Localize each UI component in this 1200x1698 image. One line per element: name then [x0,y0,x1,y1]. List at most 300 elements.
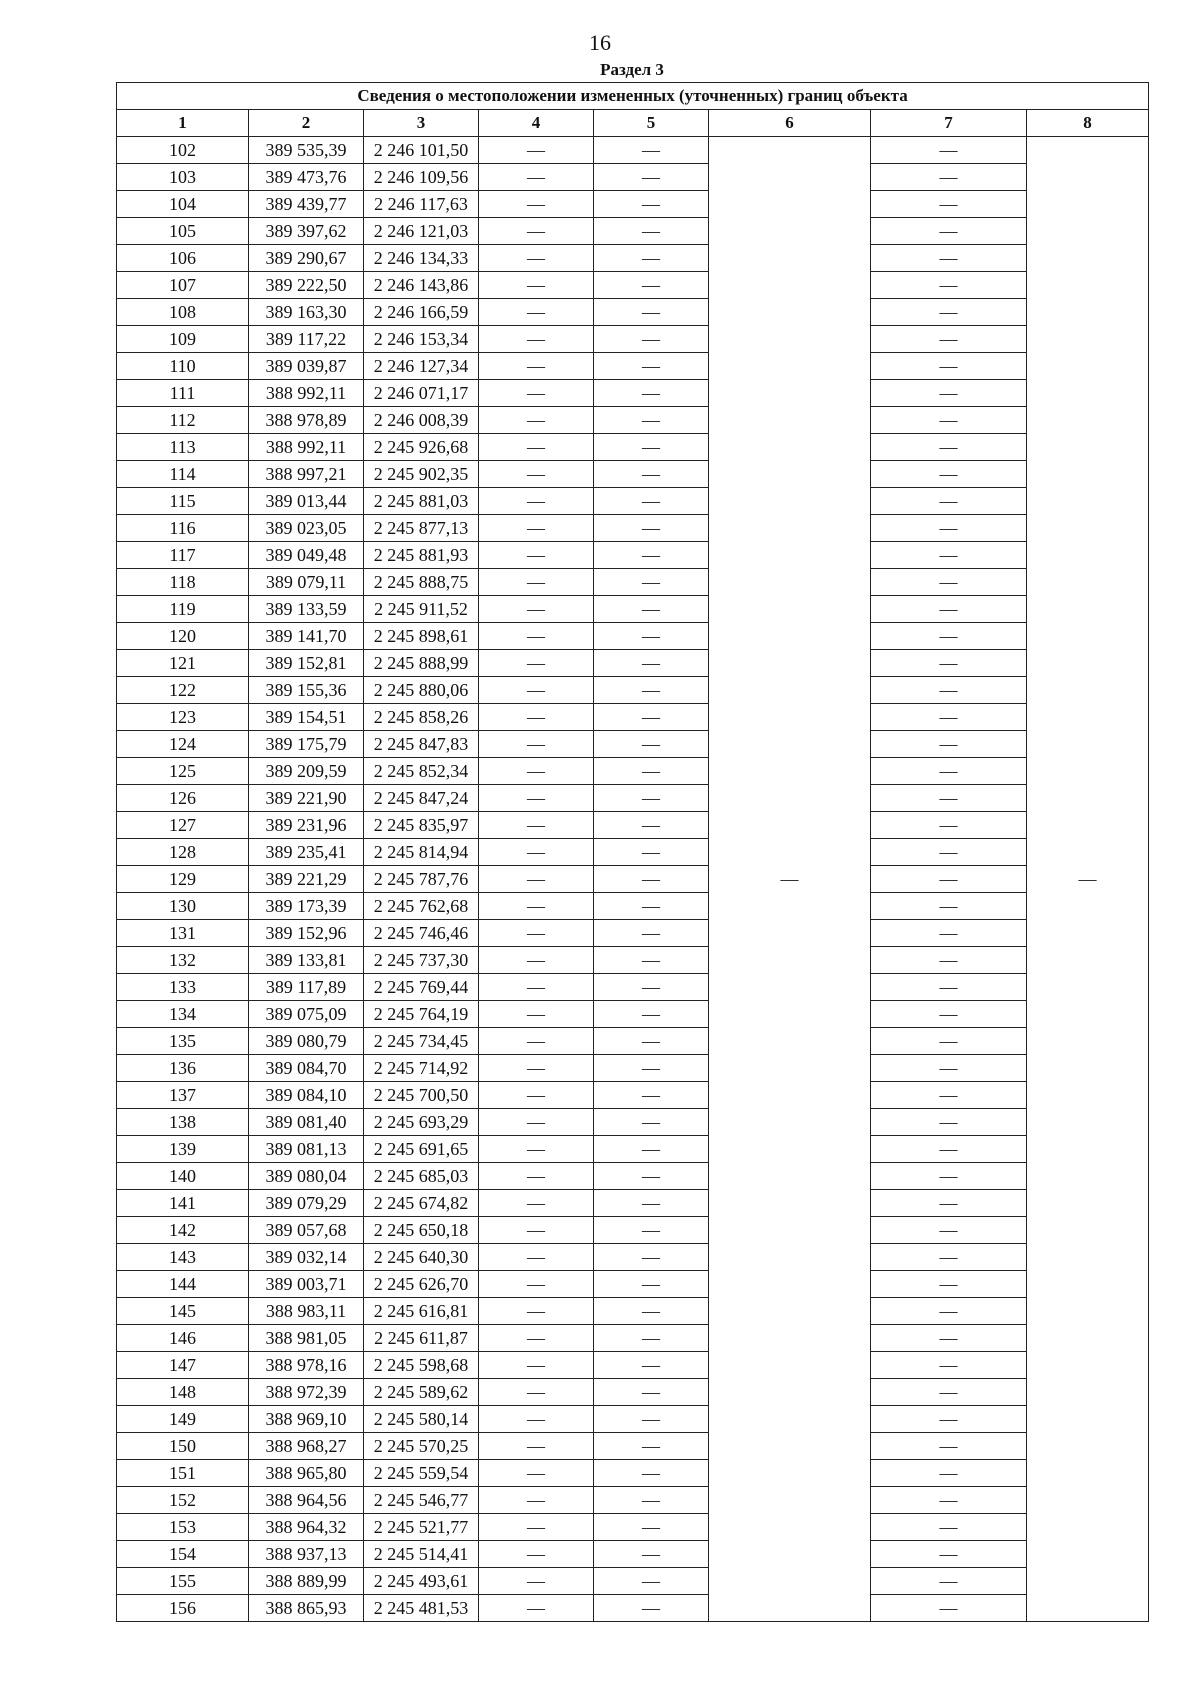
col4-dash-cell: — [479,407,594,434]
table-row [117,164,1149,191]
col4-dash-cell: — [479,245,594,272]
col7-dash-cell: — [871,1325,1027,1352]
table-row [117,839,1149,866]
x-coordinate-cell: 389 473,76 [249,164,364,191]
col5-dash-cell: — [594,1244,709,1271]
x-coordinate-cell: 388 972,39 [249,1379,364,1406]
point-number-cell: 124 [117,731,249,758]
col4-dash-cell: — [479,1109,594,1136]
col4-dash-cell: — [479,353,594,380]
x-coordinate-cell: 389 133,81 [249,947,364,974]
col7-dash-cell: — [871,1190,1027,1217]
y-coordinate-cell: 2 245 734,45 [364,1028,479,1055]
col7-dash-cell: — [871,1379,1027,1406]
y-coordinate-cell: 2 245 835,97 [364,812,479,839]
point-number-cell: 105 [117,218,249,245]
col4-dash-cell: — [479,1514,594,1541]
x-coordinate-cell: 389 173,39 [249,893,364,920]
y-coordinate-cell: 2 245 693,29 [364,1109,479,1136]
table-row [117,461,1149,488]
table-row [117,407,1149,434]
y-coordinate-cell: 2 245 764,19 [364,1001,479,1028]
x-coordinate-cell: 389 231,96 [249,812,364,839]
col7-dash-cell: — [871,137,1027,164]
col5-dash-cell: — [594,1028,709,1055]
col4-dash-cell: — [479,1595,594,1622]
col4-dash-cell: — [479,1568,594,1595]
point-number-cell: 153 [117,1514,249,1541]
x-coordinate-cell: 389 221,29 [249,866,364,893]
col5-dash-cell: — [594,1082,709,1109]
y-coordinate-cell: 2 245 626,70 [364,1271,479,1298]
y-coordinate-cell: 2 246 134,33 [364,245,479,272]
point-number-cell: 121 [117,650,249,677]
col4-dash-cell: — [479,1352,594,1379]
table-row [117,1406,1149,1433]
y-coordinate-cell: 2 246 153,34 [364,326,479,353]
col4-dash-cell: — [479,1055,594,1082]
y-coordinate-cell: 2 245 762,68 [364,893,479,920]
table-row [117,731,1149,758]
x-coordinate-cell: 389 133,59 [249,596,364,623]
table-row [117,677,1149,704]
point-number-cell: 102 [117,137,249,164]
col4-dash-cell: — [479,677,594,704]
col5-dash-cell: — [594,1109,709,1136]
col4-dash-cell: — [479,650,594,677]
col4-dash-cell: — [479,272,594,299]
x-coordinate-cell: 389 039,87 [249,353,364,380]
y-coordinate-cell: 2 245 898,61 [364,623,479,650]
point-number-cell: 110 [117,353,249,380]
y-coordinate-cell: 2 245 611,87 [364,1325,479,1352]
table-row [117,1217,1149,1244]
x-coordinate-cell: 388 983,11 [249,1298,364,1325]
col5-dash-cell: — [594,704,709,731]
x-coordinate-cell: 389 032,14 [249,1244,364,1271]
y-coordinate-cell: 2 246 127,34 [364,353,479,380]
col4-dash-cell: — [479,164,594,191]
col4-dash-cell: — [479,920,594,947]
point-number-cell: 150 [117,1433,249,1460]
x-coordinate-cell: 389 155,36 [249,677,364,704]
table-row [117,1190,1149,1217]
col5-dash-cell: — [594,1568,709,1595]
y-coordinate-cell: 2 245 589,62 [364,1379,479,1406]
point-number-cell: 106 [117,245,249,272]
col7-dash-cell: — [871,1568,1027,1595]
col5-dash-cell: — [594,1001,709,1028]
col7-dash-cell: — [871,812,1027,839]
point-number-cell: 112 [117,407,249,434]
col7-dash-cell: — [871,1352,1027,1379]
col4-dash-cell: — [479,542,594,569]
y-coordinate-cell: 2 245 559,54 [364,1460,479,1487]
x-coordinate-cell: 389 235,41 [249,839,364,866]
col7-dash-cell: — [871,650,1027,677]
x-coordinate-cell: 388 968,27 [249,1433,364,1460]
col4-dash-cell: — [479,1433,594,1460]
col5-dash-cell: — [594,1595,709,1622]
table-row [117,272,1149,299]
table-row [117,623,1149,650]
col7-dash-cell: — [871,704,1027,731]
table-row [117,1298,1149,1325]
col5-dash-cell: — [594,299,709,326]
point-number-cell: 116 [117,515,249,542]
y-coordinate-cell: 2 245 714,92 [364,1055,479,1082]
col5-dash-cell: — [594,623,709,650]
col5-dash-cell: — [594,1352,709,1379]
y-coordinate-cell: 2 246 121,03 [364,218,479,245]
col4-dash-cell: — [479,137,594,164]
table-row [117,1028,1149,1055]
table-row [117,1109,1149,1136]
point-number-cell: 138 [117,1109,249,1136]
table-row [117,812,1149,839]
col5-dash-cell: — [594,218,709,245]
col7-dash-cell: — [871,1541,1027,1568]
col7-dash-cell: — [871,1406,1027,1433]
x-coordinate-cell: 389 117,22 [249,326,364,353]
point-number-cell: 127 [117,812,249,839]
column-header: 7 [871,110,1027,137]
point-number-cell: 122 [117,677,249,704]
col7-dash-cell: — [871,1028,1027,1055]
table-body [117,137,1149,1622]
col7-dash-cell: — [871,542,1027,569]
table-row [117,866,1149,893]
col7-dash-cell: — [871,1136,1027,1163]
col7-dash-cell: — [871,407,1027,434]
y-coordinate-cell: 2 245 880,06 [364,677,479,704]
point-number-cell: 141 [117,1190,249,1217]
col7-dash-cell: — [871,677,1027,704]
y-coordinate-cell: 2 245 814,94 [364,839,479,866]
col5-dash-cell: — [594,434,709,461]
col4-dash-cell: — [479,1217,594,1244]
col5-dash-cell: — [594,164,709,191]
column-header: 1 [117,110,249,137]
y-coordinate-cell: 2 245 691,65 [364,1136,479,1163]
col4-dash-cell: — [479,1379,594,1406]
col7-dash-cell: — [871,1055,1027,1082]
column-header: 3 [364,110,479,137]
boundary-coordinates-table [116,82,1149,1622]
point-number-cell: 119 [117,596,249,623]
column-header-row [117,110,1149,137]
table-row [117,947,1149,974]
col7-dash-cell: — [871,488,1027,515]
col4-dash-cell: — [479,947,594,974]
y-coordinate-cell: 2 245 858,26 [364,704,479,731]
col4-dash-cell: — [479,758,594,785]
y-coordinate-cell: 2 245 911,52 [364,596,479,623]
col4-dash-cell: — [479,1136,594,1163]
x-coordinate-cell: 389 080,04 [249,1163,364,1190]
col5-dash-cell: — [594,542,709,569]
table-row [117,1433,1149,1460]
table-row [117,1055,1149,1082]
col7-dash-cell: — [871,191,1027,218]
y-coordinate-cell: 2 245 700,50 [364,1082,479,1109]
point-number-cell: 126 [117,785,249,812]
point-number-cell: 118 [117,569,249,596]
table-row [117,758,1149,785]
table-row [117,650,1149,677]
col4-dash-cell: — [479,839,594,866]
col5-dash-cell: — [594,1190,709,1217]
point-number-cell: 108 [117,299,249,326]
col4-dash-cell: — [479,191,594,218]
col7-dash-cell: — [871,785,1027,812]
x-coordinate-cell: 388 978,16 [249,1352,364,1379]
col7-dash-cell: — [871,839,1027,866]
point-number-cell: 107 [117,272,249,299]
y-coordinate-cell: 2 245 769,44 [364,974,479,1001]
table-row [117,353,1149,380]
col5-dash-cell: — [594,1487,709,1514]
col4-dash-cell: — [479,299,594,326]
table-row [117,974,1149,1001]
col5-dash-cell: — [594,407,709,434]
y-coordinate-cell: 2 246 117,63 [364,191,479,218]
x-coordinate-cell: 388 981,05 [249,1325,364,1352]
point-number-cell: 155 [117,1568,249,1595]
y-coordinate-cell: 2 245 570,25 [364,1433,479,1460]
x-coordinate-cell: 388 889,99 [249,1568,364,1595]
table-row [117,1568,1149,1595]
col4-dash-cell: — [479,623,594,650]
col7-dash-cell: — [871,920,1027,947]
x-coordinate-cell: 388 997,21 [249,461,364,488]
table-row [117,1082,1149,1109]
col4-dash-cell: — [479,1001,594,1028]
table-row [117,1244,1149,1271]
y-coordinate-cell: 2 245 640,30 [364,1244,479,1271]
point-number-cell: 128 [117,839,249,866]
y-coordinate-cell: 2 245 481,53 [364,1595,479,1622]
y-coordinate-cell: 2 245 685,03 [364,1163,479,1190]
y-coordinate-cell: 2 245 902,35 [364,461,479,488]
col5-dash-cell: — [594,1271,709,1298]
x-coordinate-cell: 389 222,50 [249,272,364,299]
col7-dash-cell: — [871,218,1027,245]
table-row [117,1271,1149,1298]
x-coordinate-cell: 389 221,90 [249,785,364,812]
x-coordinate-cell: 388 937,13 [249,1541,364,1568]
point-number-cell: 109 [117,326,249,353]
x-coordinate-cell: 388 865,93 [249,1595,364,1622]
col7-dash-cell: — [871,866,1027,893]
table-row [117,191,1149,218]
col7-dash-cell: — [871,299,1027,326]
y-coordinate-cell: 2 245 514,41 [364,1541,479,1568]
col5-dash-cell: — [594,1460,709,1487]
column-header: 2 [249,110,364,137]
col7-dash-cell: — [871,731,1027,758]
col7-dash-cell: — [871,353,1027,380]
table-row [117,1595,1149,1622]
col4-dash-cell: — [479,569,594,596]
x-coordinate-cell: 389 057,68 [249,1217,364,1244]
col4-dash-cell: — [479,731,594,758]
col4-dash-cell: — [479,434,594,461]
col5-dash-cell: — [594,326,709,353]
col4-dash-cell: — [479,1325,594,1352]
table-row [117,299,1149,326]
table-row [117,245,1149,272]
table-row [117,218,1149,245]
col4-dash-cell: — [479,461,594,488]
y-coordinate-cell: 2 245 493,61 [364,1568,479,1595]
table-row [117,488,1149,515]
col5-dash-cell: — [594,137,709,164]
point-number-cell: 131 [117,920,249,947]
col5-dash-cell: — [594,272,709,299]
point-number-cell: 142 [117,1217,249,1244]
col7-dash-cell: — [871,164,1027,191]
col7-dash-cell: — [871,1298,1027,1325]
col5-dash-cell: — [594,839,709,866]
table-row [117,1352,1149,1379]
y-coordinate-cell: 2 245 650,18 [364,1217,479,1244]
point-number-cell: 114 [117,461,249,488]
table-row [117,596,1149,623]
col5-dash-cell: — [594,731,709,758]
x-coordinate-cell: 389 079,11 [249,569,364,596]
col5-dash-cell: — [594,947,709,974]
col7-dash-cell: — [871,1244,1027,1271]
col6-merged-cell: — [709,137,871,1622]
col4-dash-cell: — [479,812,594,839]
x-coordinate-cell: 389 081,13 [249,1136,364,1163]
col7-dash-cell: — [871,947,1027,974]
table-row [117,1136,1149,1163]
table-row [117,326,1149,353]
point-number-cell: 148 [117,1379,249,1406]
col7-dash-cell: — [871,434,1027,461]
x-coordinate-cell: 389 152,96 [249,920,364,947]
col7-dash-cell: — [871,1460,1027,1487]
col4-dash-cell: — [479,974,594,1001]
col7-dash-cell: — [871,596,1027,623]
y-coordinate-cell: 2 245 852,34 [364,758,479,785]
y-coordinate-cell: 2 245 877,13 [364,515,479,542]
table-row [117,1163,1149,1190]
point-number-cell: 117 [117,542,249,569]
col7-dash-cell: — [871,758,1027,785]
col7-dash-cell: — [871,1217,1027,1244]
col4-dash-cell: — [479,785,594,812]
table-row [117,1514,1149,1541]
table-row [117,1001,1149,1028]
col7-dash-cell: — [871,569,1027,596]
y-coordinate-cell: 2 245 881,93 [364,542,479,569]
x-coordinate-cell: 388 992,11 [249,434,364,461]
x-coordinate-cell: 389 003,71 [249,1271,364,1298]
table-row [117,1487,1149,1514]
x-coordinate-cell: 389 079,29 [249,1190,364,1217]
col7-dash-cell: — [871,1433,1027,1460]
col7-dash-cell: — [871,893,1027,920]
table-row [117,1379,1149,1406]
col5-dash-cell: — [594,650,709,677]
col5-dash-cell: — [594,1055,709,1082]
y-coordinate-cell: 2 246 101,50 [364,137,479,164]
point-number-cell: 156 [117,1595,249,1622]
x-coordinate-cell: 389 535,39 [249,137,364,164]
col4-dash-cell: — [479,488,594,515]
x-coordinate-cell: 389 084,10 [249,1082,364,1109]
column-header: 4 [479,110,594,137]
x-coordinate-cell: 388 964,56 [249,1487,364,1514]
point-number-cell: 151 [117,1460,249,1487]
x-coordinate-cell: 388 964,32 [249,1514,364,1541]
col7-dash-cell: — [871,1595,1027,1622]
col7-dash-cell: — [871,326,1027,353]
x-coordinate-cell: 389 075,09 [249,1001,364,1028]
col5-dash-cell: — [594,812,709,839]
x-coordinate-cell: 389 152,81 [249,650,364,677]
col5-dash-cell: — [594,461,709,488]
col4-dash-cell: — [479,515,594,542]
col5-dash-cell: — [594,1136,709,1163]
col7-dash-cell: — [871,1271,1027,1298]
col5-dash-cell: — [594,191,709,218]
x-coordinate-cell: 388 992,11 [249,380,364,407]
point-number-cell: 130 [117,893,249,920]
col5-dash-cell: — [594,596,709,623]
col5-dash-cell: — [594,1217,709,1244]
x-coordinate-cell: 389 081,40 [249,1109,364,1136]
col4-dash-cell: — [479,1406,594,1433]
y-coordinate-cell: 2 245 847,83 [364,731,479,758]
col4-dash-cell: — [479,1163,594,1190]
col5-dash-cell: — [594,515,709,542]
col4-dash-cell: — [479,1271,594,1298]
column-header: 8 [1027,110,1149,137]
table-row [117,137,1149,164]
y-coordinate-cell: 2 246 109,56 [364,164,479,191]
point-number-cell: 120 [117,623,249,650]
x-coordinate-cell: 388 965,80 [249,1460,364,1487]
point-number-cell: 154 [117,1541,249,1568]
y-coordinate-cell: 2 246 071,17 [364,380,479,407]
col7-dash-cell: — [871,974,1027,1001]
point-number-cell: 132 [117,947,249,974]
col7-dash-cell: — [871,1487,1027,1514]
table-row [117,704,1149,731]
x-coordinate-cell: 389 290,67 [249,245,364,272]
y-coordinate-cell: 2 245 616,81 [364,1298,479,1325]
y-coordinate-cell: 2 245 521,77 [364,1514,479,1541]
col7-dash-cell: — [871,1163,1027,1190]
page-number: 16 [589,30,611,55]
x-coordinate-cell: 389 023,05 [249,515,364,542]
col7-dash-cell: — [871,623,1027,650]
point-number-cell: 149 [117,1406,249,1433]
x-coordinate-cell: 389 154,51 [249,704,364,731]
point-number-cell: 123 [117,704,249,731]
table-row [117,1460,1149,1487]
col4-dash-cell: — [479,893,594,920]
col7-dash-cell: — [871,380,1027,407]
section-label: Раздел 3 [600,60,664,79]
col5-dash-cell: — [594,380,709,407]
col5-dash-cell: — [594,1541,709,1568]
x-coordinate-cell: 389 163,30 [249,299,364,326]
